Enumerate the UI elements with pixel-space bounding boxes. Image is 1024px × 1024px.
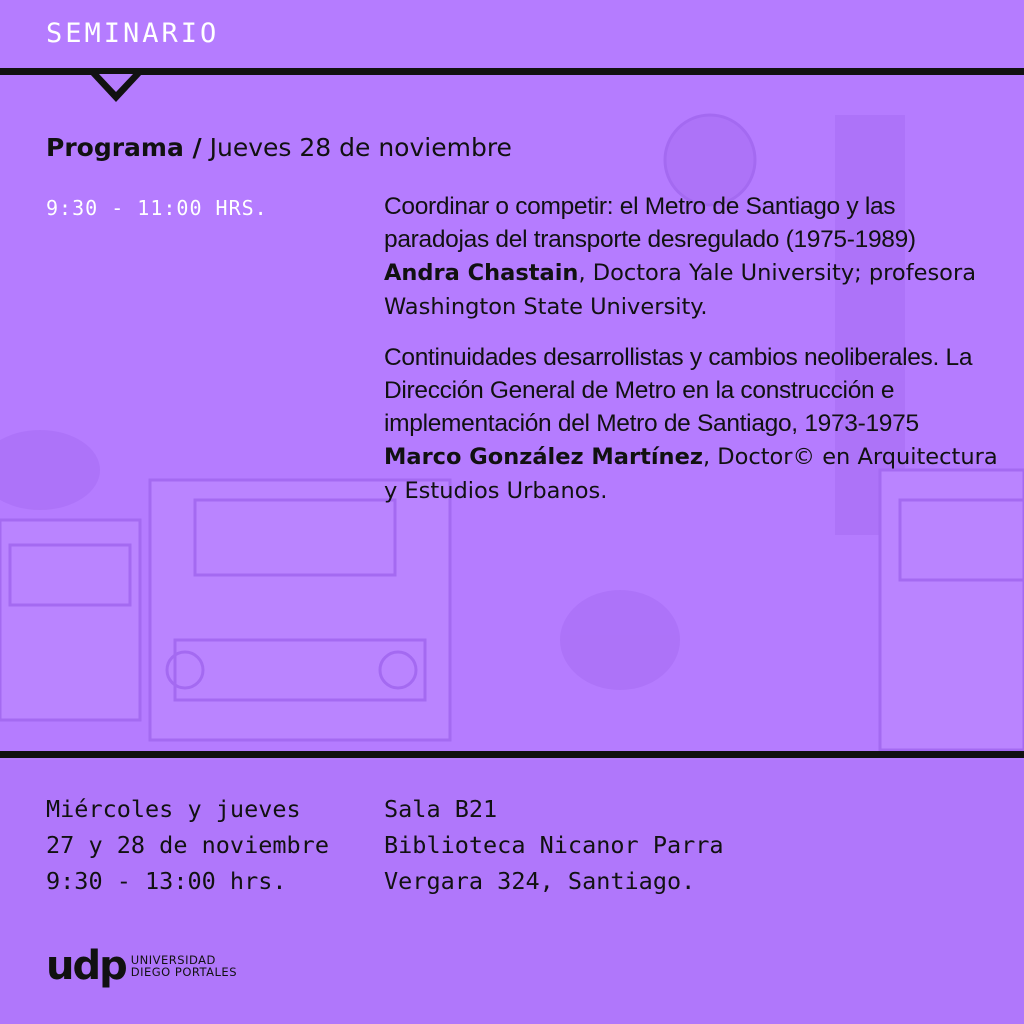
talk-item xyxy=(384,190,1004,324)
time-slot: 9:30 - 11:00 HRS. xyxy=(46,196,268,220)
logo-text xyxy=(131,954,237,978)
talk-title: Continuidades desarrollistas y cambios neoliberales. La Dirección General de Metro en la construcción e implementación del Metro de Santiago, 1973-1975 xyxy=(384,344,973,437)
logo-line-2: DIEGO PORTALES xyxy=(130,965,237,979)
bottom-divider xyxy=(0,751,1024,758)
event-date-range: 27 y 28 de noviembre xyxy=(46,831,329,859)
program-heading xyxy=(46,131,512,165)
talks-list xyxy=(384,190,1004,525)
top-divider xyxy=(0,68,1024,75)
talk-speaker-line xyxy=(384,440,1004,508)
udp-logo xyxy=(46,943,237,989)
logo-line-1: UNIVERSIDAD xyxy=(130,953,216,967)
venue-building: Biblioteca Nicanor Parra xyxy=(384,831,724,859)
venue-address: Vergara 324, Santiago. xyxy=(384,867,696,895)
venue-room: Sala B21 xyxy=(384,795,498,823)
talk-item xyxy=(384,341,1004,508)
event-venue xyxy=(384,791,724,899)
logo-mark: udp xyxy=(46,943,126,989)
speaker-name: Marco González Martínez xyxy=(384,444,703,470)
speaker-affiliation: , Doctor© en Arquitectura y Estudios Urbanos. xyxy=(384,444,998,504)
speaker-affiliation: , Doctora Yale University; profesora Washington State University. xyxy=(384,260,976,320)
event-days: Miércoles y jueves xyxy=(46,795,301,823)
event-dates xyxy=(46,791,329,899)
talk-title: Coordinar o competir: el Metro de Santiago y las paradojas del transporte desregulado (1975-1989) xyxy=(384,193,916,253)
program-heading-date: Jueves 28 de noviembre xyxy=(201,133,512,162)
event-type-label: SEMINARIO xyxy=(46,18,220,49)
event-hours: 9:30 - 13:00 hrs. xyxy=(46,867,287,895)
talk-speaker-line xyxy=(384,256,1004,324)
speaker-name: Andra Chastain xyxy=(384,260,579,286)
program-heading-bold: Programa / xyxy=(46,133,202,162)
